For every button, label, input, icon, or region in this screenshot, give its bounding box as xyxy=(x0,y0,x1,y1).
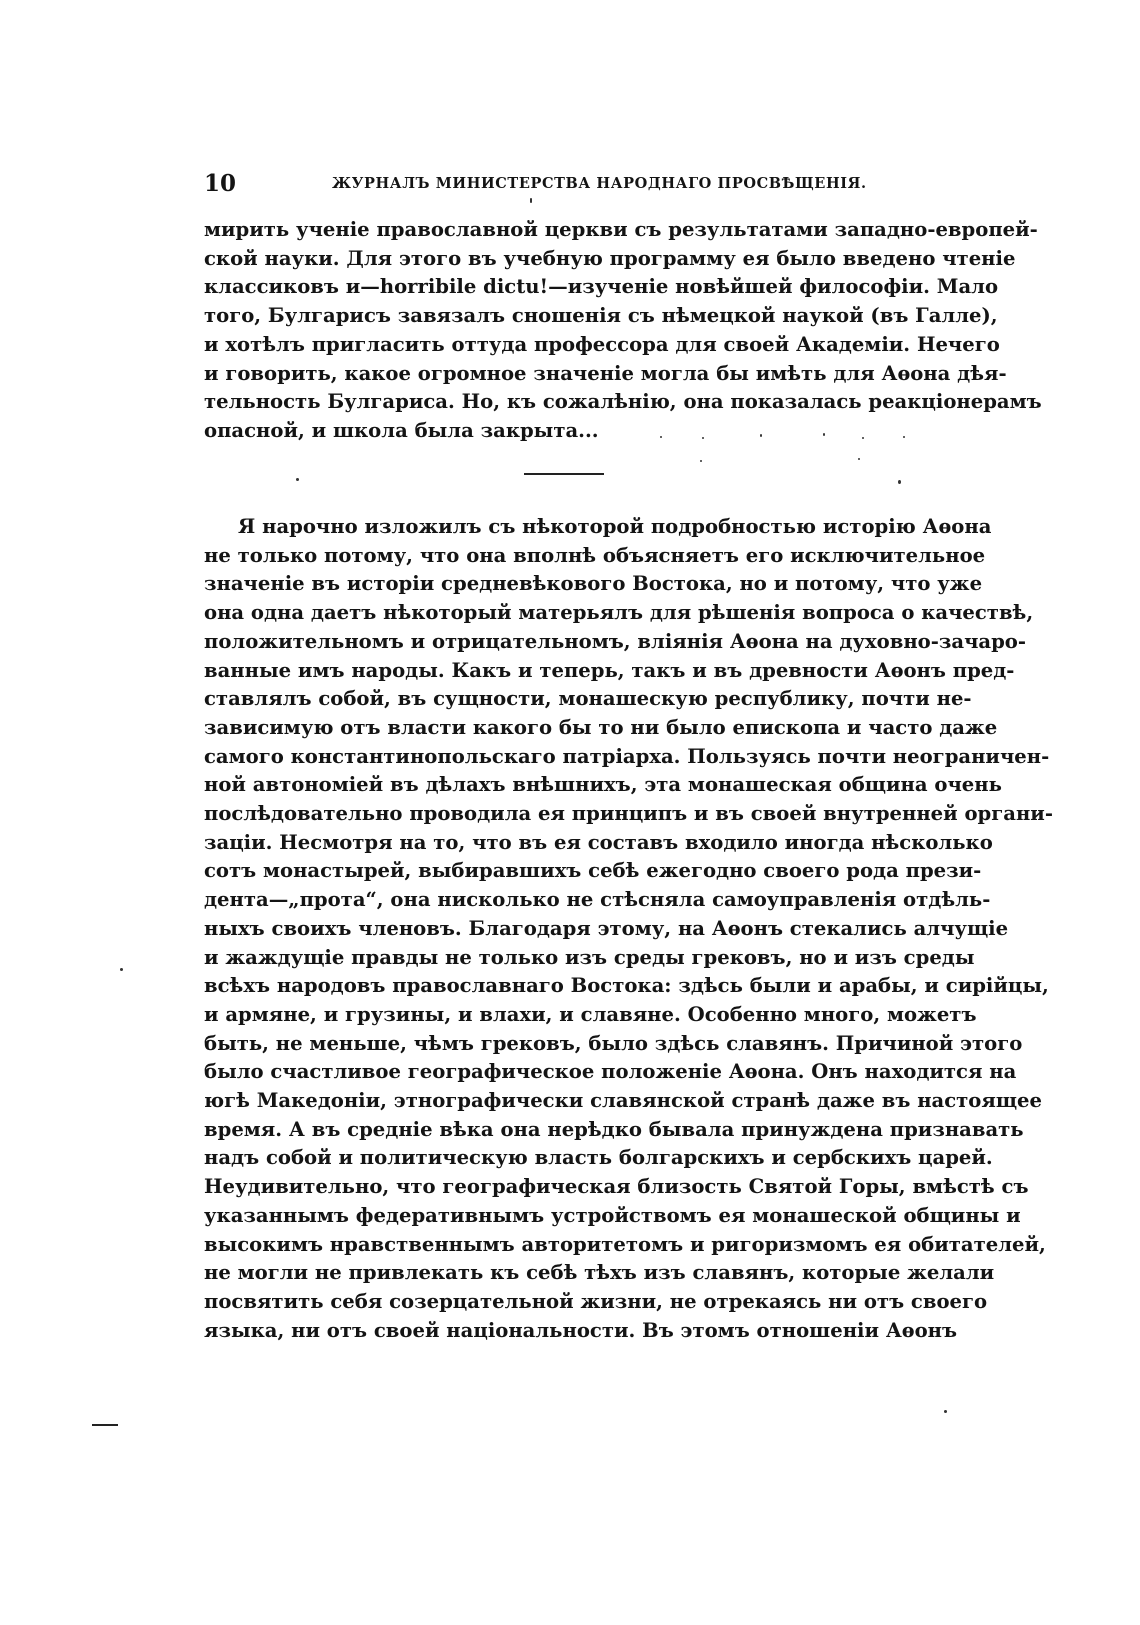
scan-speck xyxy=(862,437,864,439)
text-line: и армяне, и грузины, и влахи, и славяне. Особенно много, можетъ xyxy=(204,1002,977,1026)
text-line: и хотѣлъ пригласить оттуда профессора для своей Академіи. Нечего xyxy=(204,332,1000,356)
paragraph-continued xyxy=(204,216,1042,446)
text-line: значеніе въ исторіи средневѣкового Востока, но и потому, что уже xyxy=(204,572,983,596)
text-line: посвятить себя созерцательной жизни, не отрекаясь ни отъ своего xyxy=(204,1289,988,1313)
text-line: положительномъ и отрицательномъ, вліянія Аѳона на духовно-зачаро- xyxy=(204,629,1027,653)
text-line: мирить ученіе православной церкви съ результатами западно-европей- xyxy=(204,218,1038,241)
text-line: ныхъ своихъ членовъ. Благодаря этому, на Аѳонъ стекались алчущіе xyxy=(204,916,1009,940)
text-line: Неудивительно, что географическая близость Святой Горы, вмѣстѣ съ xyxy=(204,1175,1029,1199)
scan-speck xyxy=(903,436,905,438)
section-divider xyxy=(524,473,604,475)
text-line: не только потому, что она вполнѣ объясняетъ его исключительное xyxy=(204,543,986,567)
text-line: надъ собой и политическую власть болгарскихъ и сербскихъ царей. xyxy=(204,1146,993,1170)
scan-speck xyxy=(530,198,532,203)
text-line: ванные имъ народы. Какъ и теперь, такъ и въ древности Аѳонъ пред- xyxy=(204,658,1015,682)
page-number: 10 xyxy=(204,170,237,197)
text-line: послѣдовательно проводила ея принципъ и въ своей внутренней органи- xyxy=(204,802,1053,826)
text-line: быть, не меньше, чѣмъ грековъ, было здѣсь славянъ. Причиной этого xyxy=(204,1031,1023,1055)
text-line: того, Булгарисъ завязалъ сношенія съ нѣмецкой наукой (въ Галле), xyxy=(204,304,998,328)
text-line: она одна даетъ нѣкоторый матерьялъ для рѣшенія вопроса о качествѣ, xyxy=(204,601,1034,625)
text-line: не могли не привлекать къ себѣ тѣхъ изъ славянъ, которые желали xyxy=(204,1261,995,1285)
text-line: самого константинопольскаго патріарха. Пользуясь почти неограничен- xyxy=(204,744,1050,768)
scan-speck xyxy=(760,434,762,437)
text-line: зависимую отъ власти какого бы то ни было епископа и часто даже xyxy=(204,715,998,739)
text-line: югѣ Македоніи, этнографически славянской странѣ даже въ настоящее xyxy=(204,1089,1042,1113)
text-line: высокимъ нравственнымъ авторитетомъ и ригоризмомъ ея обитателей, xyxy=(204,1232,1046,1256)
text-line: время. А въ средніе вѣка она нерѣдко бывала принуждена признавать xyxy=(204,1117,1024,1141)
text-line: указаннымъ федеративнымъ устройствомъ ея монашеской общины и xyxy=(204,1203,1021,1227)
text-line: тельность Булгариса. Но, къ сожалѣнію, она показалась реакціонерамъ xyxy=(204,390,1042,414)
scan-speck xyxy=(823,433,825,436)
text-line: классиковъ и—horribile dictu!—изученіе новѣйшей философіи. Мало xyxy=(204,275,999,299)
paragraph-athos xyxy=(204,513,1053,1345)
text-line: опасной, и школа была закрыта... xyxy=(204,418,599,442)
text-line: ставлялъ собой, въ сущности, монашескую республику, почти не- xyxy=(204,687,972,711)
scan-speck xyxy=(120,968,123,971)
scan-speck xyxy=(898,480,901,484)
text-line: и жаждущіе правды не только изъ среды грековъ, но и изъ среды xyxy=(204,945,975,969)
text-line: заціи. Несмотря на то, что въ ея составъ входило иногда нѣсколько xyxy=(204,830,993,854)
text-line: языка, ни отъ своей національности. Въ этомъ отношеніи Аѳонъ xyxy=(204,1318,958,1342)
text-line: дента—„прота“, она нисколько не стѣсняла самоуправленія отдѣль- xyxy=(204,888,991,912)
text-line: Я нарочно изложилъ съ нѣкоторой подробностью исторію Аѳона xyxy=(238,515,992,538)
journal-title: ЖУРНАЛЪ МИНИСТЕРСТВА НАРОДНАГО ПРОСВѢЩЕНІЯ. xyxy=(332,175,867,192)
scan-speck xyxy=(858,458,860,460)
scan-speck xyxy=(296,478,299,481)
text-line: всѣхъ народовъ православнаго Востока: здѣсь были и арабы, и сирійцы, xyxy=(204,974,1049,998)
text-line: сотъ монастырей, выбиравшихъ себѣ ежегодно своего рода прези- xyxy=(204,859,982,883)
text-line: ской науки. Для этого въ учебную программу ея было введено чтеніе xyxy=(204,246,1016,270)
scan-speck xyxy=(702,437,704,439)
margin-mark xyxy=(92,1424,118,1426)
text-line: ной автономіей въ дѣлахъ внѣшнихъ, эта монашеская община очень xyxy=(204,773,1002,797)
text-line: и говорить, какое огромное значеніе могла бы имѣть для Аѳона дѣя- xyxy=(204,361,1007,385)
text-line: было счастливое географическое положеніе Аѳона. Онъ находится на xyxy=(204,1060,1017,1084)
running-head xyxy=(204,170,942,200)
scan-speck xyxy=(944,1410,947,1413)
scan-speck xyxy=(660,436,662,438)
scan-speck xyxy=(700,460,702,462)
